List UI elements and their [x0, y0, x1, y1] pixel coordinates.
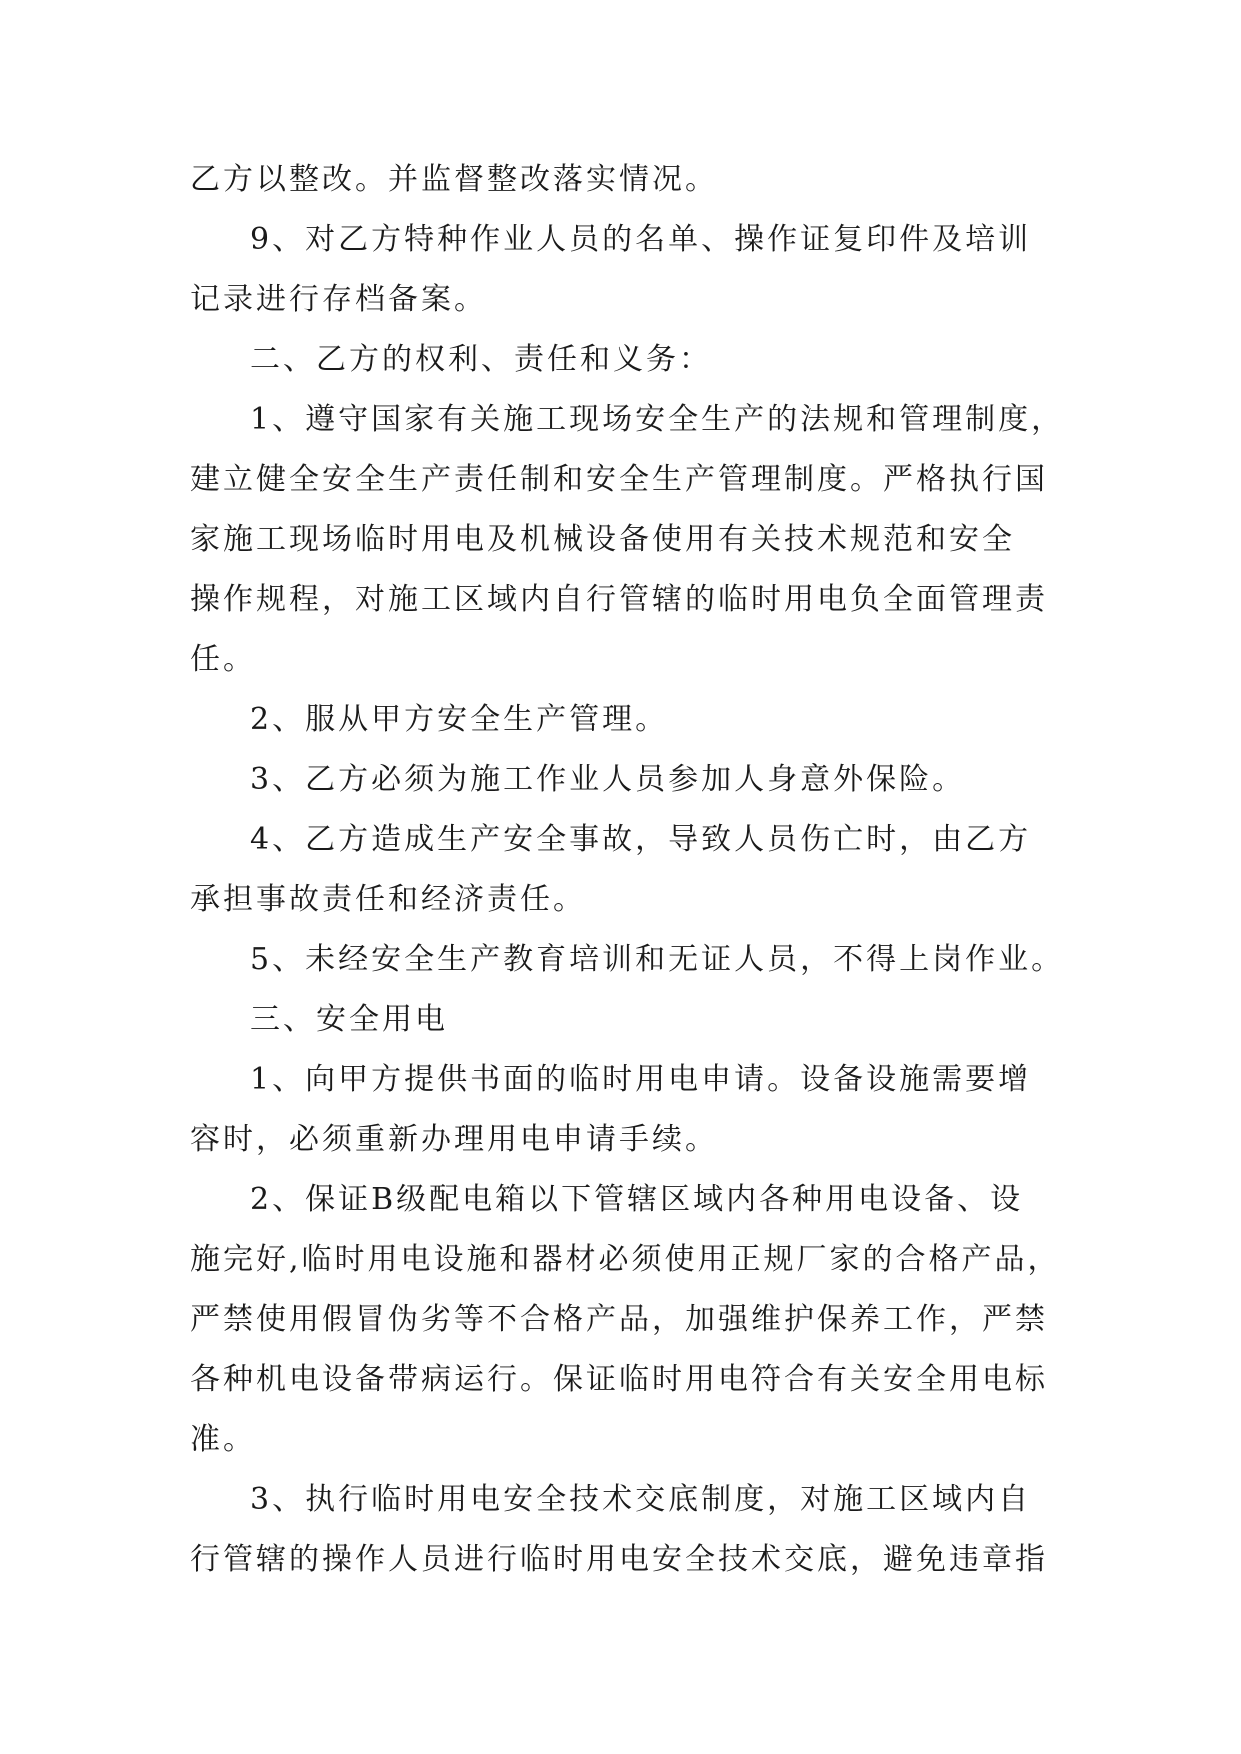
text-line: 任。 [190, 642, 256, 677]
text-line: 2、服从甲方安全生产管理。 [250, 702, 669, 737]
text-line: 2、保证B级配电箱以下管辖区域内各种用电设备、设 [250, 1182, 1024, 1217]
text-line: 严禁使用假冒伪劣等不合格产品，加强维护保养工作，严禁 [190, 1302, 1048, 1337]
text-line: 容时，必须重新办理用电申请手续。 [190, 1122, 718, 1157]
text-line: 建立健全安全生产责任制和安全生产管理制度。严格执行国 [190, 462, 1048, 497]
text-line: 施完好,临时用电设施和器材必须使用正规厂家的合格产品， [190, 1242, 1061, 1277]
text-line: 乙方以整改。并监督整改落实情况。 [190, 162, 718, 197]
text-line: 5、未经安全生产教育培训和无证人员，不得上岗作业。 [250, 942, 1065, 977]
text-line: 行管辖的操作人员进行临时用电安全技术交底，避免违章指 [190, 1542, 1048, 1577]
text-line: 记录进行存档备案。 [190, 282, 487, 317]
text-line: 9、对乙方特种作业人员的名单、操作证复印件及培训 [250, 222, 1032, 257]
text-line: 操作规程，对施工区域内自行管辖的临时用电负全面管理责 [190, 582, 1048, 617]
text-line: 承担事故责任和经济责任。 [190, 882, 586, 917]
section-heading: 三、安全用电 [250, 1002, 448, 1037]
text-line: 3、执行临时用电安全技术交底制度，对施工区域内自 [250, 1482, 1032, 1517]
text-line: 家施工现场临时用电及机械设备使用有关技术规范和安全 [190, 522, 1015, 557]
section-heading: 二、乙方的权利、责任和义务： [250, 342, 712, 377]
text-line: 准。 [190, 1422, 256, 1457]
text-line: 4、乙方造成生产安全事故，导致人员伤亡时，由乙方 [250, 822, 1032, 857]
text-line: 1、向甲方提供书面的临时用电申请。设备设施需要增 [250, 1062, 1032, 1097]
text-line: 1、遵守国家有关施工现场安全生产的法规和管理制度， [250, 402, 1065, 437]
document-body [190, 150, 1065, 1590]
text-line: 3、乙方必须为施工作业人员参加人身意外保险。 [250, 762, 966, 797]
text-line: 各种机电设备带病运行。保证临时用电符合有关安全用电标 [190, 1362, 1048, 1397]
